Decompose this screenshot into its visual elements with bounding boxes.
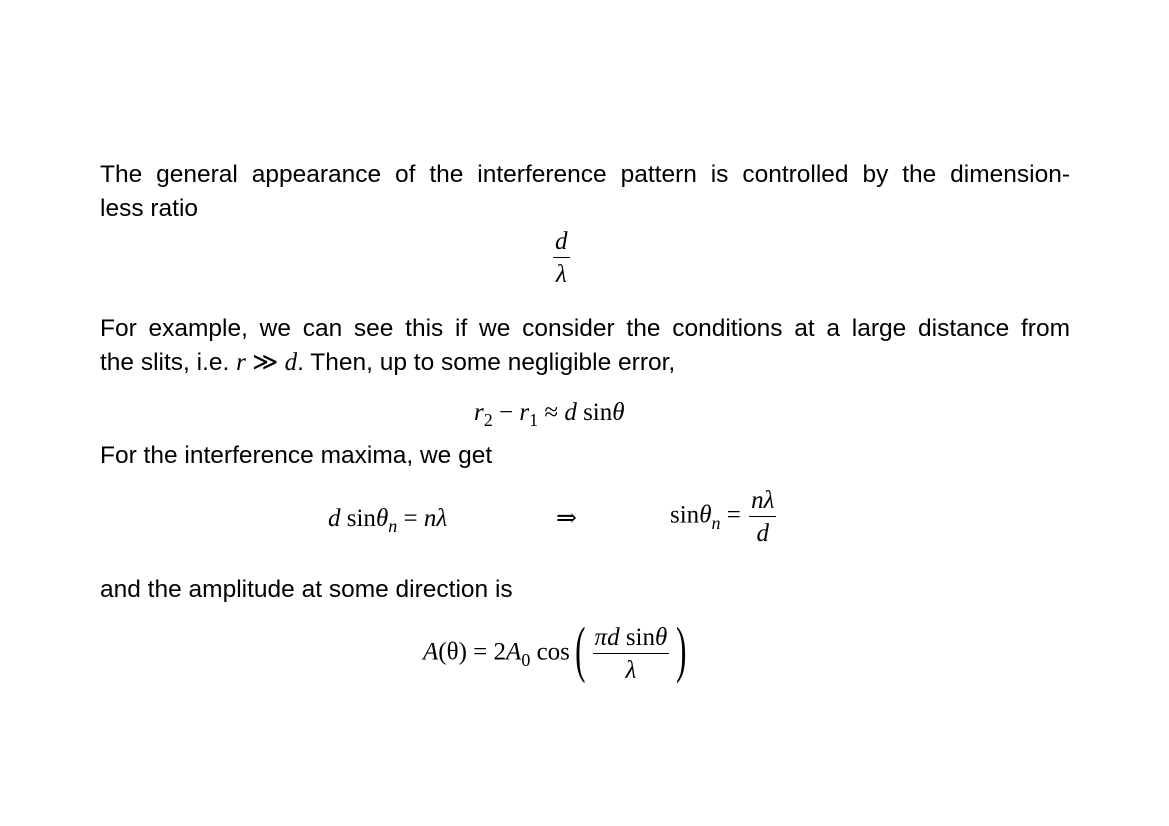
subscript: 2 <box>483 410 493 430</box>
minus-symbol: − <box>498 399 514 426</box>
equation-amplitude <box>423 616 692 685</box>
paragraph-example <box>100 312 1070 380</box>
implies-symbol: ⇒ <box>556 505 577 532</box>
var-lambda: λ <box>436 505 448 532</box>
subscript: 0 <box>521 649 531 670</box>
subscript: n <box>388 516 398 536</box>
text-line: The general appearance of the interference pattern is controlled by the dimension- <box>100 161 1070 188</box>
approx-symbol: ≈ <box>544 399 559 426</box>
inline-condition <box>236 349 297 376</box>
left-paren: ( <box>575 616 586 684</box>
var-d: d <box>284 349 298 376</box>
ratio-numerator: d <box>553 229 570 258</box>
argument: (θ) <box>438 638 467 666</box>
sin-function: sin <box>346 505 376 532</box>
text-line: For the interference maxima, we get <box>100 442 493 469</box>
var-d: d <box>328 505 341 532</box>
fraction-denominator: d <box>756 520 769 547</box>
equals-symbol: = <box>403 505 418 532</box>
var-n: n <box>423 505 437 532</box>
fraction-numerator: nλ <box>749 488 776 517</box>
coefficient: 2 <box>493 638 507 666</box>
much-greater-symbol: ≫ <box>252 349 279 376</box>
var-theta: θ <box>375 505 389 532</box>
var-A: A <box>506 638 522 666</box>
subscript: n <box>711 512 721 533</box>
equation-maxima-left <box>328 505 448 536</box>
equation-path-difference <box>474 399 625 430</box>
text-line: less ratio <box>100 195 199 222</box>
sin-function: sin <box>625 624 656 651</box>
text-line: For example, we can see this if we consider the conditions at a large distance from <box>100 315 1070 342</box>
var-theta: θ <box>699 501 712 529</box>
var-A: A <box>423 638 439 666</box>
text-fragment: the slits, i.e. <box>100 349 230 376</box>
implies-arrow <box>556 506 577 531</box>
fraction-denominator: λ <box>625 657 637 684</box>
sin-function: sin <box>670 501 700 529</box>
paragraph-maxima <box>100 439 1070 473</box>
var-r: r <box>236 349 246 376</box>
var-theta: θ <box>612 399 625 426</box>
ratio-denominator: λ <box>555 261 567 288</box>
var-d: d <box>607 624 620 651</box>
var-theta: θ <box>655 624 668 651</box>
var-pi: π <box>594 624 608 651</box>
text-line <box>100 349 675 376</box>
text-line: and the amplitude at some direction is <box>100 576 513 603</box>
paragraph-amplitude <box>100 573 1070 607</box>
equation-maxima-right <box>670 488 778 546</box>
var-d: d <box>564 399 577 426</box>
sin-function: sin <box>583 399 613 426</box>
var-r: r <box>519 399 530 426</box>
paragraph-intro <box>100 158 1070 226</box>
fraction-numerator <box>593 625 670 654</box>
text-fragment: . Then, up to some negligible error, <box>297 349 676 376</box>
cos-function: cos <box>536 638 570 666</box>
equals-symbol: = <box>726 501 741 529</box>
subscript: 1 <box>529 410 539 430</box>
equals-symbol: = <box>473 638 488 666</box>
right-paren: ) <box>676 616 687 684</box>
var-r: r <box>474 399 484 426</box>
equation-ratio <box>551 229 572 287</box>
